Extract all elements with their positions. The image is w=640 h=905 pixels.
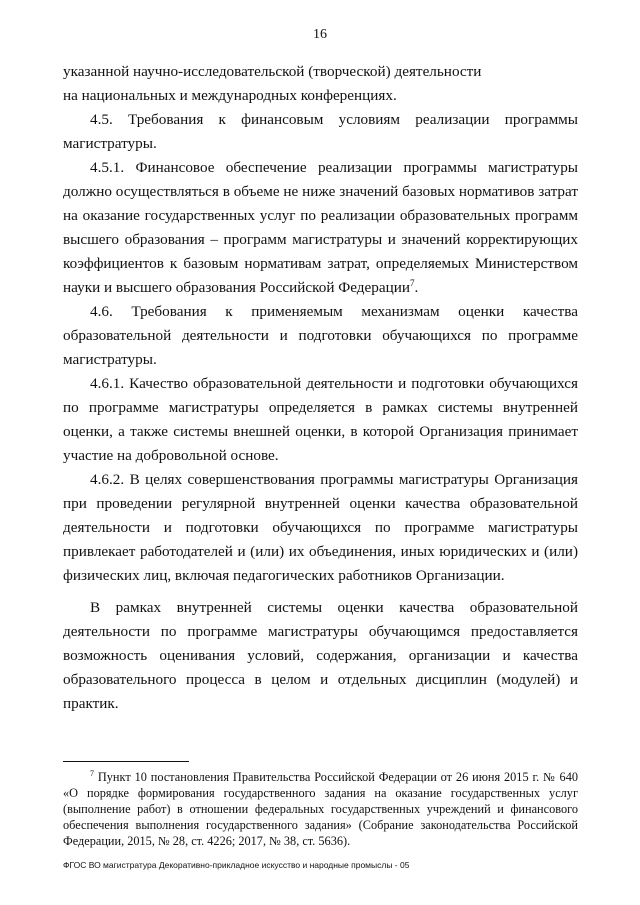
paragraph-4-6-1: 4.6.1. Качество образовательной деятельности и подготовки обучающихся по программе магистратуры определяется в рамках системы внутренней оценки, а также системы внешней оценки, в которой Организация принимает участие на добровольной основе. <box>63 375 578 464</box>
footnote-divider <box>63 761 189 762</box>
paragraph-4-5-1 <box>63 156 578 300</box>
footnote-reference[interactable]: 7 <box>410 277 415 288</box>
footnote <box>63 769 578 849</box>
paragraph-1-line-1: указанной научно-исследовательской (творческой) деятельности <box>63 63 482 80</box>
paragraph-4-5: 4.5. Требования к финансовым условиям реализации программы магистратуры. <box>63 111 578 152</box>
paragraph-1-line-2: на национальных и международных конференциях. <box>63 87 397 104</box>
footnote-marker: 7 <box>90 768 94 778</box>
page-footer: ФГОС ВО магистратура Декоративно-прикладное искусство и народные промыслы - 05 <box>63 860 410 870</box>
document-body <box>63 60 578 716</box>
page-number: 16 <box>313 27 327 42</box>
paragraph-internal-assessment: В рамках внутренней системы оценки качества образовательной деятельности по программе магистратуры обучающимся предоставляется возможность оценивания условий, содержания, организации и качества образовательного процесса в целом и отдельных дисциплин (модулей) и практик. <box>63 599 578 712</box>
footnote-text: Пункт 10 постановления Правительства Российской Федерации от 26 июня 2015 г. № 640 «О порядке формирования государственного задания на оказание государственных услуг (выполнение работ) в отношении федеральных государственных учреждений и финансового обеспечения выполнения государственного задания» (Собрание законодательства Российской Федерации, 2015, № 28, ст. 4226; 2017, № 38, ст. 5636). <box>63 770 579 848</box>
paragraph-4-5-1-tail: . <box>414 279 419 296</box>
paragraph-4-6: 4.6. Требования к применяемым механизмам оценки качества образовательной деятельности и подготовки обучающихся по программе магистратуры. <box>63 303 578 368</box>
paragraph-4-5-1-text: 4.5.1. Финансовое обеспечение реализации программы магистратуры должно осуществляться в объеме не ниже значений базовых нормативов затрат на оказание государственных услуг по реализации образовательных программ высшего образования – программ магистратуры и значений корректирующих коэффициентов к базовым нормативам затрат, определяемых Министерством науки и высшего образования Российской Федерации <box>63 159 578 296</box>
paragraph-4-6-2: 4.6.2. В целях совершенствования программы магистратуры Организация при проведении регулярной внутренней оценки качества образовательной деятельности и подготовки обучающихся по программе магистратуры привлекает работодателей и (или) их объединения, иных юридических и (или) физических лиц, включая педагогических работников Организации. <box>63 471 578 584</box>
